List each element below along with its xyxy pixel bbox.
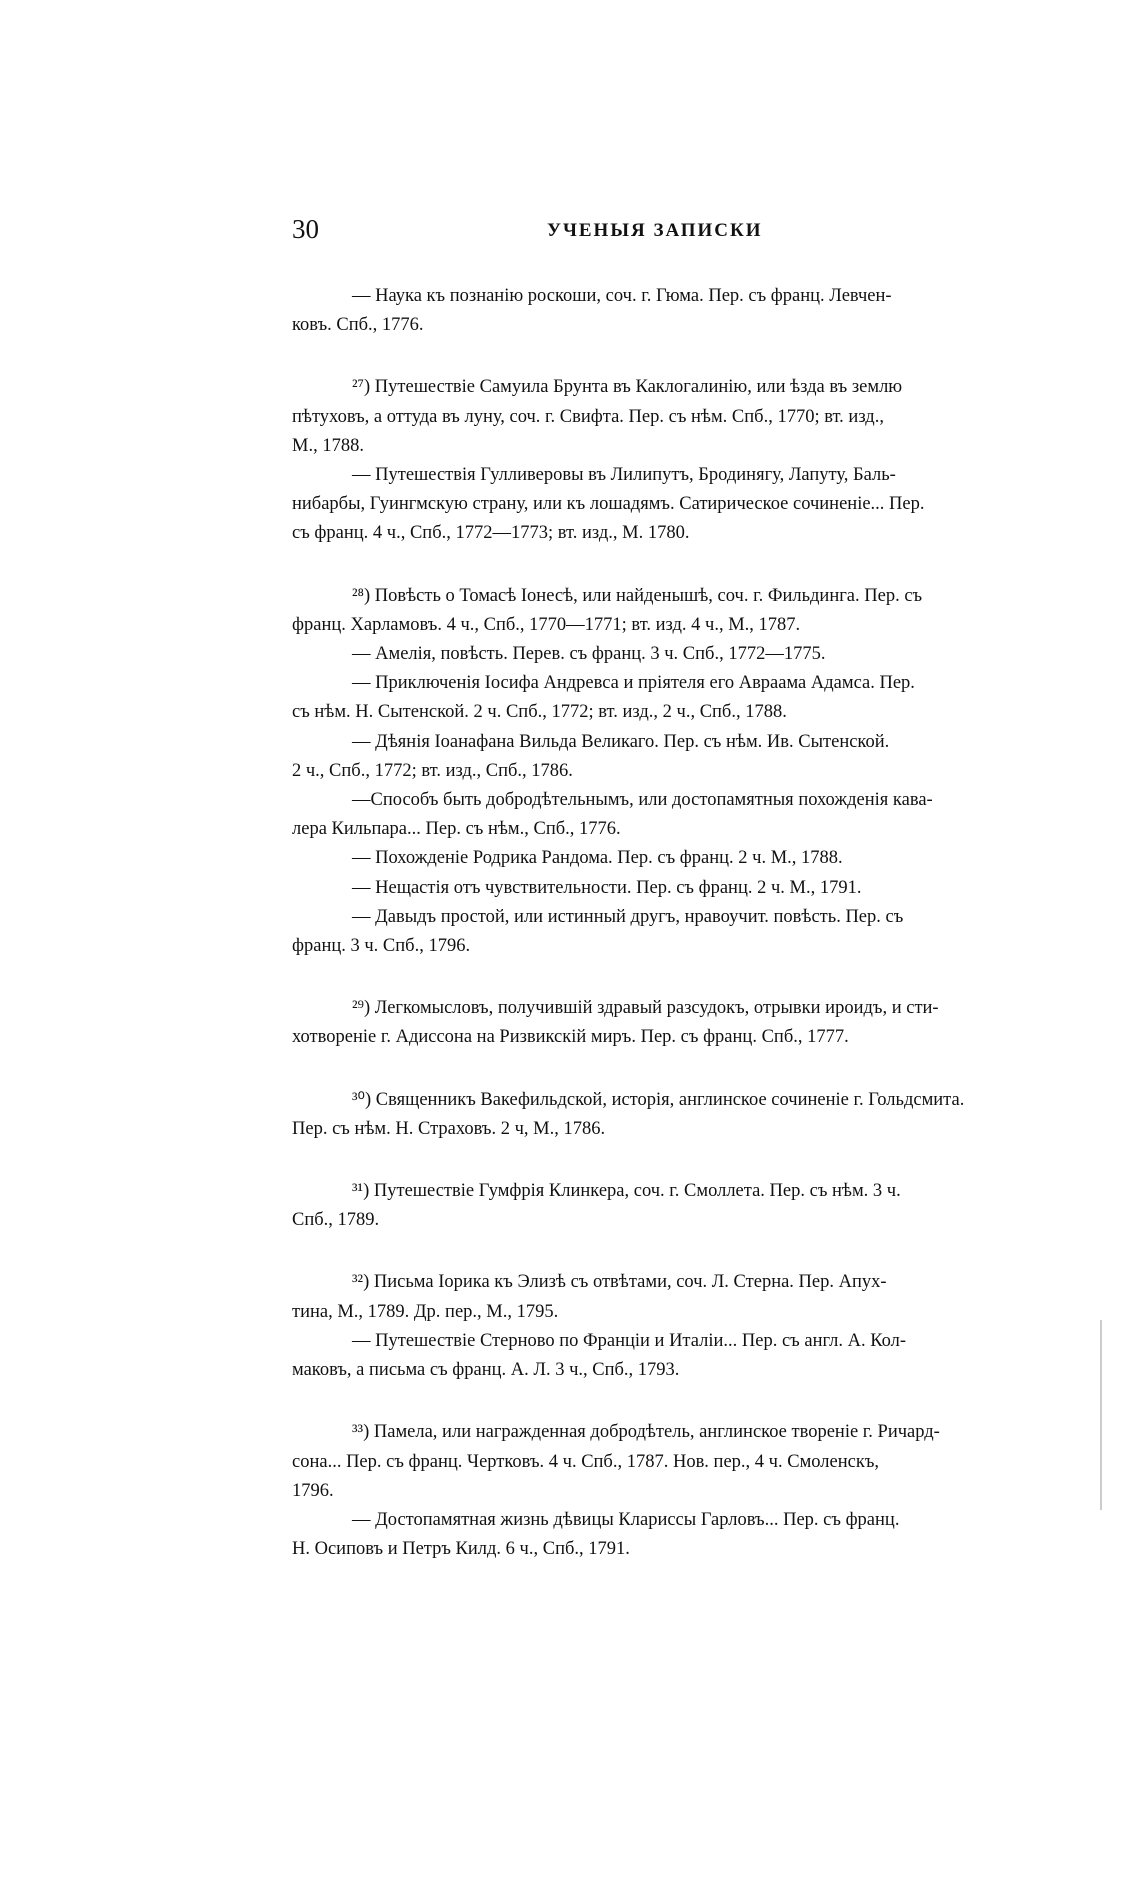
- text-line: франц. Харламовъ. 4 ч., Спб., 1770—1771; вт. изд. 4 ч., М., 1787.: [292, 614, 801, 635]
- text-line: — Путешествіе Стерново по Франціи и Италіи... Пер. съ англ. А. Кол-: [352, 1330, 907, 1351]
- text-line: — Наука къ познанію роскоши, соч. г. Гюма. Пер. съ франц. Левчен-: [352, 286, 892, 306]
- note-block: [292, 582, 1072, 962]
- footnotes-body: [292, 282, 1072, 1564]
- text-line: сона... Пер. съ франц. Чертковъ. 4 ч. Спб., 1787. Нов. пер., 4 ч. Смоленскъ,: [292, 1451, 880, 1472]
- page-header: [292, 214, 1072, 254]
- margin-scan-line: [1100, 1320, 1102, 1510]
- text-line: — Нещастія отъ чувствительности. Пер. съ франц. 2 ч. М., 1791.: [352, 877, 862, 898]
- note-block: [292, 373, 1072, 548]
- note-block: [292, 282, 1072, 340]
- text-line: Н. Осиповъ и Петръ Килд. 6 ч., Спб., 1791.: [292, 1539, 630, 1560]
- text-line: ³³) Памела, или награжденная добродѣтель, англинское твореніе г. Ричард-: [352, 1422, 940, 1443]
- note-block: [292, 994, 1072, 1052]
- note-block: [292, 1268, 1072, 1385]
- text-line: съ нѣм. Н. Сытенской. 2 ч. Спб., 1772; вт. изд., 2 ч., Спб., 1788.: [292, 702, 787, 723]
- text-line: маковъ, а письма съ франц. А. Л. 3 ч., Спб., 1793.: [292, 1360, 680, 1381]
- text-line: хотвореніе г. Адиссона на Ризвикскій миръ. Пер. съ франц. Спб., 1777.: [292, 1027, 849, 1048]
- text-line: ³⁰) Священникъ Вакефильдской, исторія, англинское сочиненіе г. Гольдсмита.: [352, 1089, 965, 1110]
- text-line: ковъ. Спб., 1776.: [292, 315, 424, 336]
- text-line: — Похожденіе Родрика Рандома. Пер. съ франц. 2 ч. М., 1788.: [352, 848, 843, 869]
- text-line: М., 1788.: [292, 435, 364, 456]
- text-line: Спб., 1789.: [292, 1210, 380, 1231]
- text-line: 1796.: [292, 1480, 334, 1501]
- text-line: нибарбы, Гуингмскую страну, или къ лошадямъ. Сатирическое сочиненіе... Пер.: [292, 494, 925, 515]
- text-line: ³¹) Путешествіе Гумфрія Клинкера, соч. г. Смоллета. Пер. съ нѣм. 3 ч.: [352, 1181, 901, 1202]
- text-line: ³²) Письма Іорика къ Элизѣ съ отвѣтами, соч. Л. Стерна. Пер. Апух-: [352, 1272, 887, 1293]
- note-block: [292, 1086, 1072, 1144]
- text-line: — Достопамятная жизнь дѣвицы Клариссы Гарловъ... Пер. съ франц.: [352, 1509, 900, 1530]
- page-number: 30: [292, 214, 319, 244]
- text-line: —Способъ быть добродѣтельнымъ, или достопамятныя похожденія кава-: [352, 790, 933, 811]
- text-line: съ франц. 4 ч., Спб., 1772—1773; вт. изд., М. 1780.: [292, 523, 690, 544]
- text-line: — Давыдъ простой, или истинный другъ, нравоучит. повѣсть. Пер. съ: [352, 906, 904, 927]
- text-line: лера Кильпара... Пер. съ нѣм., Спб., 1776.: [292, 819, 621, 840]
- note-block: [292, 1177, 1072, 1235]
- running-title: УЧЕНЫЯ ЗАПИСКИ: [547, 220, 763, 241]
- text-line: — Амелія, повѣсть. Перев. съ франц. 3 ч. Спб., 1772—1775.: [352, 644, 826, 665]
- text-line: 2 ч., Спб., 1772; вт. изд., Спб., 1786.: [292, 760, 573, 781]
- text-line: франц. 3 ч. Спб., 1796.: [292, 936, 471, 957]
- text-line: — Приключенія Іосифа Андревса и пріятеля его Авраама Адамса. Пер.: [352, 673, 915, 694]
- text-line: Пер. съ нѣм. Н. Страховъ. 2 ч, М., 1786.: [292, 1118, 606, 1139]
- note-block: [292, 1418, 1072, 1564]
- text-line: тина, М., 1789. Др. пер., М., 1795.: [292, 1301, 559, 1322]
- text-line: — Путешествія Гулливеровы въ Лилипутъ, Бродинягу, Лапуту, Баль-: [352, 465, 896, 486]
- text-line: ²⁸) Повѣсть о Томасѣ Іонесѣ, или найденышѣ, соч. г. Фильдинга. Пер. съ: [352, 585, 923, 606]
- text-line: пѣтуховъ, а оттуда въ луну, соч. г. Свифта. Пер. съ нѣм. Спб., 1770; вт. изд.,: [292, 406, 884, 427]
- text-line: — Дѣянія Іоанафана Вильда Великаго. Пер. съ нѣм. Ив. Сытенской.: [352, 731, 890, 752]
- text-line: ²⁹) Легкомысловъ, получившій здравый разсудокъ, отрывки ироидъ, и сти-: [352, 998, 939, 1019]
- text-line: ²⁷) Путешествіе Самуила Брунта въ Каклогалинію, или ѣзда въ землю: [352, 377, 903, 398]
